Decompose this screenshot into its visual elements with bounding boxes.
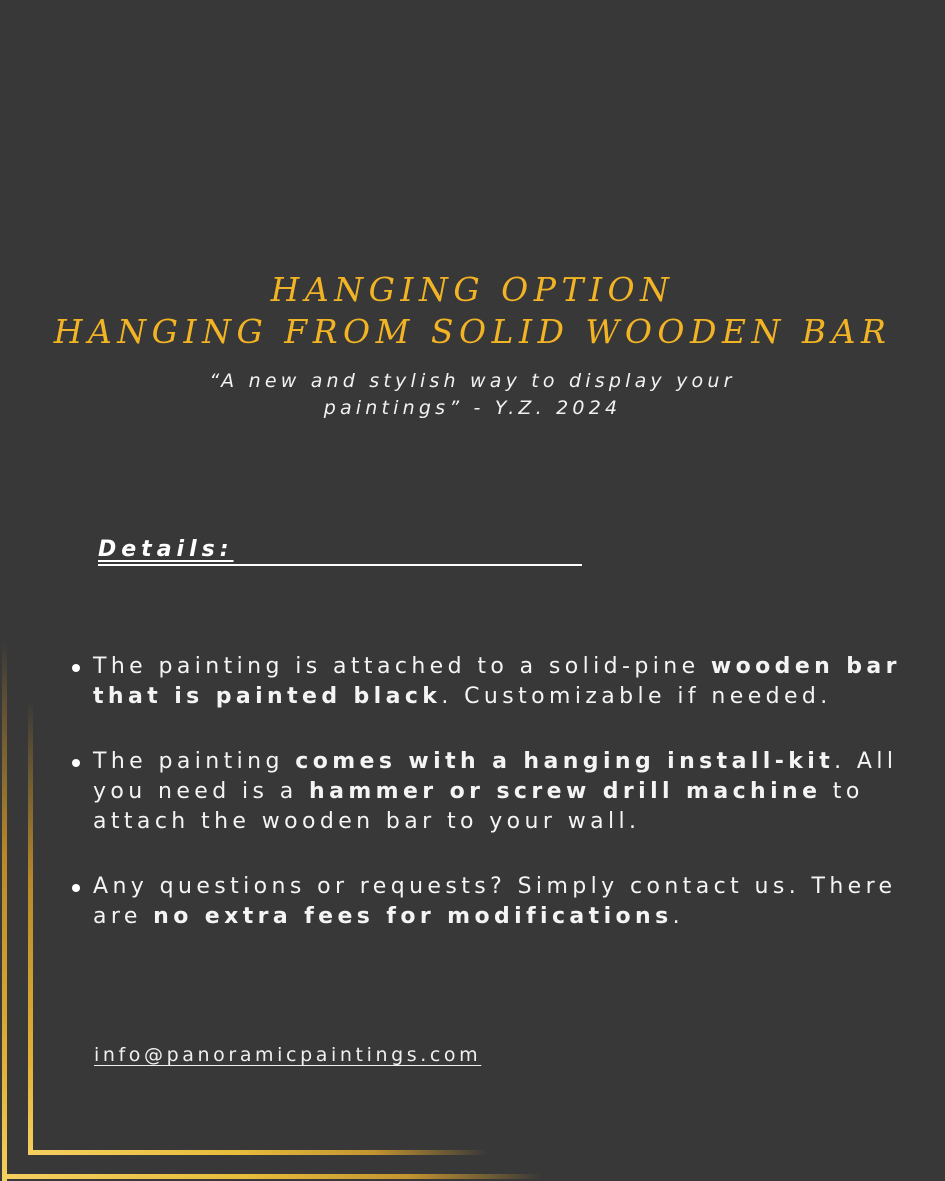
bullet-bold-text: comes with a hanging install-kit [295,749,835,774]
list-item [70,872,940,932]
quote-line-1: “A new and stylish way to display your [209,370,736,392]
details-list [70,652,940,967]
gold-frame-outer-horizontal [2,1174,542,1179]
bullet-text: . Customizable if needed. [441,684,832,709]
bullet-bold-text: wooden bar that is painted black [93,654,901,709]
quote [0,368,945,422]
email-link[interactable]: info@panoramicpaintings.com [94,1044,482,1066]
bullet-text: . [672,904,685,929]
details-heading [98,536,582,566]
bullet-text: The painting is attached to a solid-pine [93,654,711,679]
list-item [70,747,940,837]
bullet-text: Any questions or requests? Simply contact us. There are [93,874,897,929]
bullet-bold-text: hammer or screw drill machine [309,779,822,804]
bullet-text: The painting [93,749,296,774]
gold-frame-outer-vertical [2,640,7,1181]
heading-line-1: HANGING OPTION [270,270,675,309]
heading-line-2: HANGING FROM SOLID WOODEN BAR [53,312,892,351]
gold-frame-inner-vertical [28,700,33,1155]
bullet-text: . All you need is a [93,749,898,804]
bullet-text: to attach the wooden bar to your wall. [93,779,864,834]
gold-frame-inner-horizontal [28,1150,488,1155]
quote-line-2: paintings” - Y.Z. 2024 [323,397,622,419]
list-item [70,652,940,712]
details-label: Details: [98,537,234,562]
bullet-bold-text: no extra fees for modifications [153,904,673,929]
